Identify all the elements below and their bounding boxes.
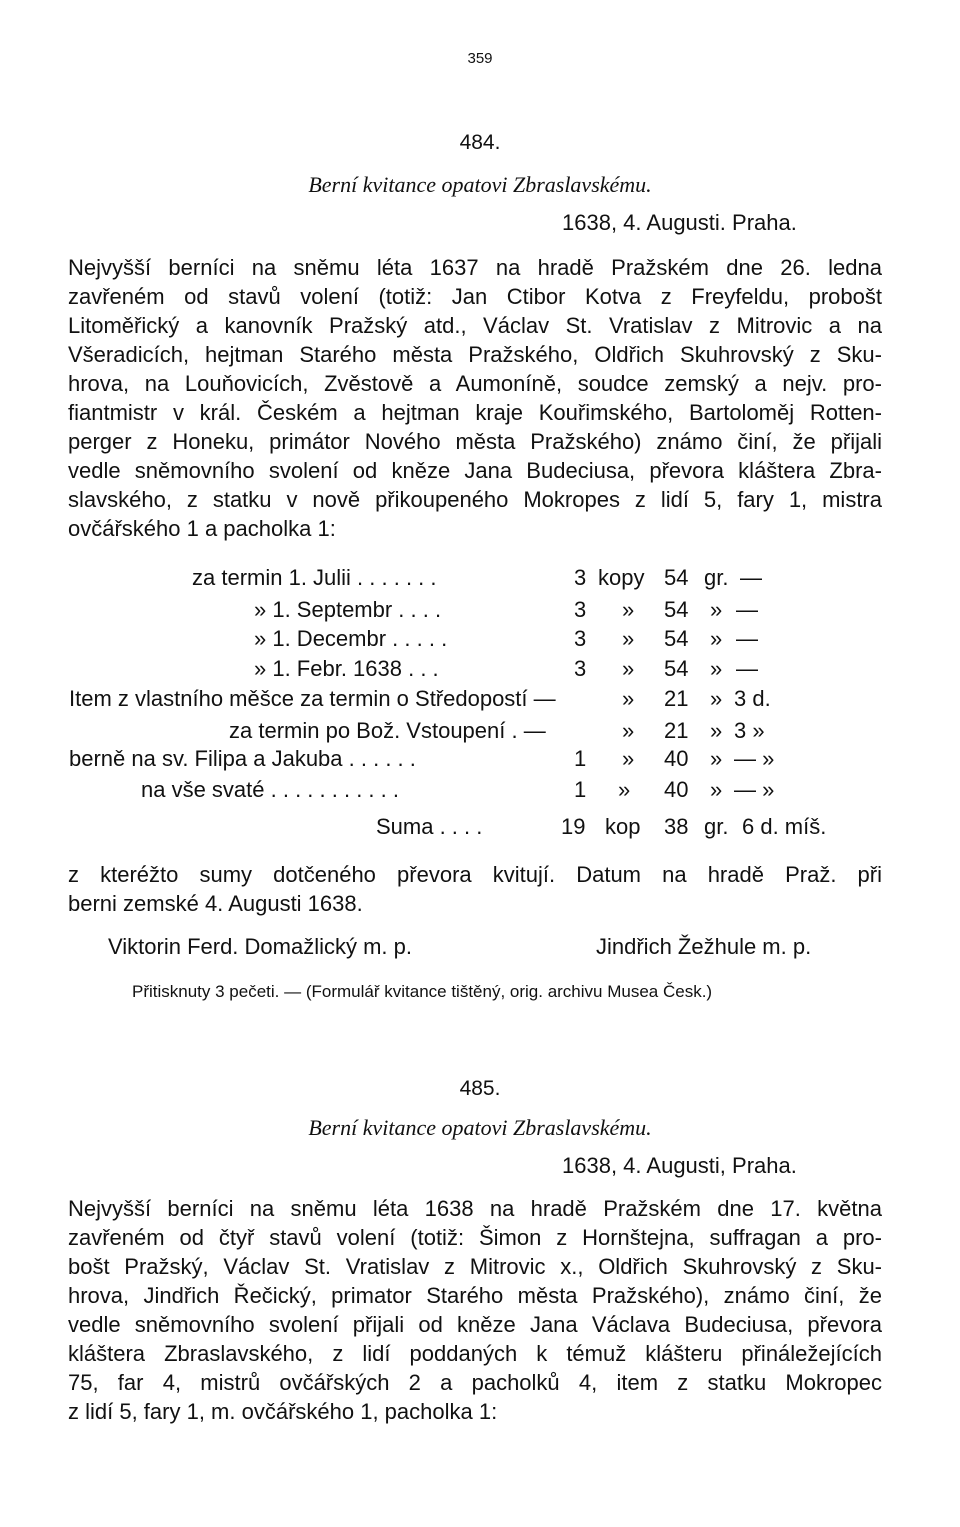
body-line: hrova, na Louňovicích, Zvěstově a Aumoníně, soudce zemský a nejv. pro- — [68, 371, 882, 396]
row-extra: 6 d. míš. — [742, 814, 827, 839]
signature-left: Viktorin Ferd. Domažlický m. p. — [108, 934, 413, 959]
body-line: Nejvyšší berníci na sněmu léta 1638 na hradě Pražském dne 17. května — [68, 1196, 882, 1221]
row-kopy: 3 — [574, 597, 587, 622]
row-label: za termin po Bož. Vstoupení . — — [229, 718, 546, 743]
body-line: perger z Honeku, primátor Nového města Pražského) známo činí, že přijali — [68, 429, 882, 454]
row-gr: 40 — [664, 777, 689, 802]
row-gr-unit: » — [710, 597, 723, 622]
doc-485-dateline: 1638, 4. Augusti, Praha. — [562, 1153, 797, 1178]
row-label: » 1. Decembr . . . . . — [254, 626, 448, 651]
body-line: Nejvyšší berníci na sněmu léta 1637 na hradě Pražském dne 26. ledna — [68, 255, 882, 280]
footnote: Přitisknuty 3 pečeti. — (Formulář kvitance tištěný, orig. archivu Musea Česk.) — [132, 982, 713, 1001]
row-extra: 3 d. — [734, 686, 771, 711]
row-gr-unit: gr. — [704, 565, 729, 590]
body-line: fiantmistr v král. Českém a hejtman kraje Kouřimského, Bartoloměj Rotten- — [68, 400, 882, 425]
row-extra: — » — [734, 777, 775, 802]
row-gr: 54 — [664, 626, 689, 651]
table-row — [0, 777, 960, 806]
row-kopy: 19 — [561, 814, 586, 839]
body-line: hrova, Jindřich Řečický, primator Starého města Pražského), známo činí, že — [68, 1283, 882, 1308]
row-label: na vše svaté . . . . . . . . . . . — [141, 777, 399, 802]
table-row — [0, 597, 960, 626]
row-unit: » — [622, 686, 635, 711]
body-line: zavřeném od stavů volení (totiž: Jan Ctibor Kotva z Freyfeldu, probošt — [68, 284, 882, 309]
table-row — [0, 686, 960, 715]
row-unit: » — [622, 597, 635, 622]
row-unit: » — [622, 656, 635, 681]
table-row — [0, 626, 960, 655]
row-label: » 1. Septembr . . . . — [254, 597, 442, 622]
body-line: ovčářského 1 a pacholka 1: — [68, 516, 336, 541]
body-line: Všeradicích, hejtman Starého města Pražského, Oldřich Skuhrovský z Sku- — [68, 342, 882, 367]
closing-line: berni zemské 4. Augusti 1638. — [68, 891, 363, 916]
doc-485-number: 485. — [459, 1077, 501, 1100]
row-gr: 54 — [664, 565, 689, 590]
doc-484-dateline: 1638, 4. Augusti. Praha. — [562, 210, 797, 235]
closing-line: z kteréžto sumy dotčeného převora kvitují. Datum na hradě Praž. při — [68, 862, 882, 887]
row-label: za termin 1. Julii . . . . . . . — [192, 565, 437, 590]
row-gr-unit: » — [710, 718, 723, 743]
row-gr-unit: » — [710, 777, 723, 802]
row-extra: — — [736, 626, 758, 651]
body-line: slavského, z statku v nově přikoupeného Mokropes z lidí 5, fary 1, mistra — [68, 487, 882, 512]
body-line: 75, far 4, mistrů ovčářských 2 a pacholků 4, item z statku Mokropec — [68, 1370, 882, 1395]
page-number: 359 — [467, 50, 493, 67]
row-kopy: 3 — [574, 565, 587, 590]
row-label: » 1. Febr. 1638 . . . — [254, 656, 439, 681]
row-gr: 38 — [664, 814, 689, 839]
body-line: vedle sněmovního svolení od kněze Jana Budeciusa, převora kláštera Zbra- — [68, 458, 882, 483]
row-gr-unit: » — [710, 626, 723, 651]
row-extra: — — [736, 656, 758, 681]
table-row — [0, 746, 960, 775]
row-gr: 40 — [664, 746, 689, 771]
row-gr: 54 — [664, 597, 689, 622]
body-line: bošt Pražský, Václav St. Vratislav z Mitrovic x., Oldřich Skuhrovský z Sku- — [68, 1254, 882, 1279]
body-line: zavřeném od čtyř stavů volení (totiž: Šimon z Hornštejna, suffragan a pro- — [68, 1225, 882, 1250]
row-kopy: 3 — [574, 626, 587, 651]
row-kopy: 1 — [574, 777, 587, 802]
table-row — [0, 656, 960, 685]
doc-485-title: Berní kvitance opatovi Zbraslavskému. — [308, 1115, 652, 1140]
row-gr-unit: » — [710, 686, 723, 711]
signature-right: Jindřich Žežhule m. p. — [596, 934, 812, 959]
table-row — [0, 718, 960, 747]
row-unit: kopy — [598, 565, 645, 590]
row-kopy: 1 — [574, 746, 587, 771]
row-gr: 54 — [664, 656, 689, 681]
row-extra: — — [736, 597, 758, 622]
row-unit: kop — [605, 814, 641, 839]
row-extra: — — [740, 565, 762, 590]
doc-484-title: Berní kvitance opatovi Zbraslavskému. — [308, 172, 652, 197]
body-line: Litoměřický a kanovník Pražský atd., Václav St. Vratislav z Mitrovic a na — [68, 313, 882, 338]
row-extra: 3 » — [734, 718, 765, 743]
body-line: vedle sněmovního svolení přijali od kněze Jana Václava Budeciusa, převora — [68, 1312, 882, 1337]
row-unit: » — [622, 746, 635, 771]
row-label: Item z vlastního měšce za termin o Středopostí — — [69, 686, 556, 711]
table-row — [0, 565, 960, 594]
row-gr-unit: gr. — [704, 814, 729, 839]
row-extra: — » — [734, 746, 775, 771]
doc-484-number: 484. — [459, 131, 501, 154]
row-unit: » — [618, 777, 631, 802]
body-line: z lidí 5, fary 1, m. ovčářského 1, pacholka 1: — [68, 1399, 498, 1424]
row-unit: » — [622, 626, 635, 651]
row-gr-unit: » — [710, 656, 723, 681]
row-label: Suma . . . . — [376, 814, 483, 839]
table-row-total — [0, 814, 960, 843]
row-label: berně na sv. Filipa a Jakuba . . . . . . — [69, 746, 416, 771]
row-gr: 21 — [664, 686, 689, 711]
row-gr-unit: » — [710, 746, 723, 771]
row-kopy: 3 — [574, 656, 587, 681]
row-unit: » — [622, 718, 635, 743]
row-gr: 21 — [664, 718, 689, 743]
body-line: kláštera Zbraslavského, z lidí poddaných k témuž klášteru přináležejících — [68, 1341, 882, 1366]
